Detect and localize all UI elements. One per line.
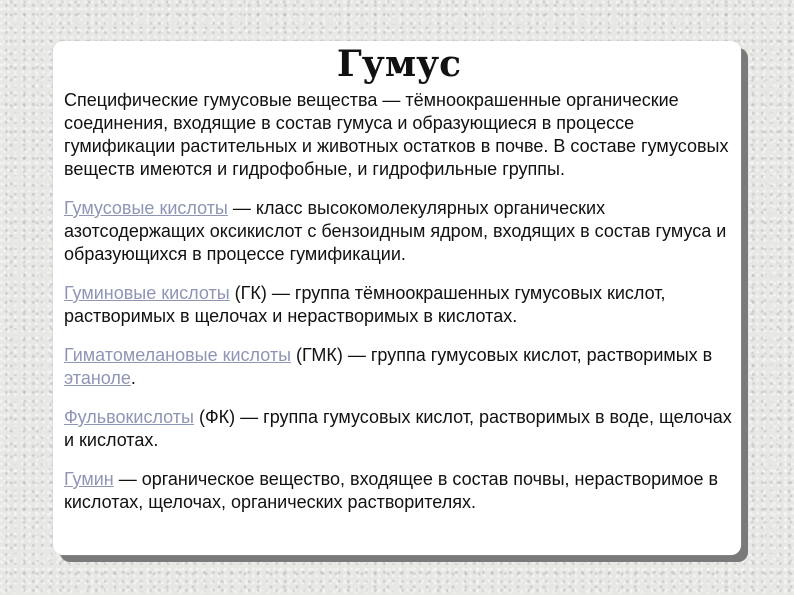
ethanol-link[interactable]: этаноле — [64, 368, 131, 388]
humic-substances-paragraph — [64, 197, 736, 266]
humic-acid-gk-paragraph — [64, 282, 736, 328]
huminovye-acids-link[interactable]: Гуминовые кислоты — [64, 283, 230, 303]
slide-title: Гумус — [336, 43, 462, 85]
hymatomelanic-acids-definition: (ГМК) — группа гумусовых кислот, растворимых в — [291, 345, 713, 365]
humin-definition: — органическое вещество, входящее в состав почвы, нерастворимое в кислотах, щелочах, органических растворителях. — [64, 469, 719, 512]
fulvic-acids-link[interactable]: Фульвокислоты — [64, 407, 194, 427]
fulvic-acids-definition: (ФК) — группа гумусовых кислот, растворимых в воде, щелочах и кислотах. — [64, 407, 732, 450]
hymatomelanic-period: . — [130, 368, 136, 388]
intro-text: Специфические гумусовые вещества — тёмноокрашенные органические соединения, входящие в состав гумуса и образующиеся в процессе гумификации растительных и животных остатков в почве. В составе гумусовых веществ имеются и гидрофобные, и гидрофильные группы. — [64, 90, 729, 179]
huminovye-acids-definition: (ГК) — группа тёмноокрашенных гумусовых кислот, растворимых в щелочах и нерастворимых в кислотах. — [64, 283, 666, 326]
fulvic-paragraph — [64, 406, 736, 452]
hymatomelanic-paragraph — [64, 344, 736, 390]
humin-link[interactable]: Гумин — [64, 469, 114, 489]
humin-paragraph — [64, 468, 736, 514]
humic-acids-definition: — класс высокомолекулярных органических азотсодержащих оксикислот с бензоидным ядром, входящих в состав гумуса и образующихся в процессе гумификации. — [64, 198, 727, 264]
humic-acids-link[interactable]: Гумусовые кислоты — [64, 198, 228, 218]
intro-paragraph — [64, 89, 736, 181]
slide-content — [64, 89, 736, 514]
hymatomelanic-acids-link[interactable]: Гиматомелановые кислоты — [64, 345, 292, 365]
